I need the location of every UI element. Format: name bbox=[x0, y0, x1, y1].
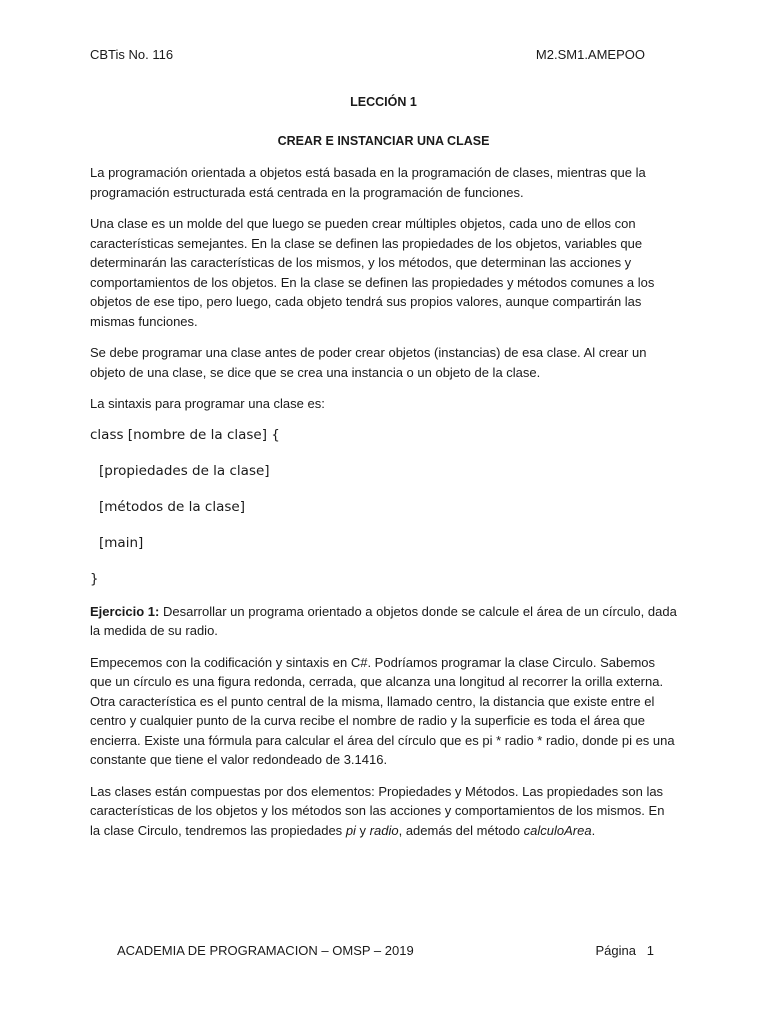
exercise-label: Ejercicio 1: bbox=[90, 603, 160, 619]
page-header bbox=[90, 47, 645, 62]
lesson-title: LECCIÓN 1 bbox=[350, 95, 417, 109]
paragraph-exercise bbox=[90, 602, 677, 641]
text-span: . bbox=[591, 822, 596, 838]
code-block bbox=[90, 426, 677, 588]
page-footer bbox=[117, 943, 654, 958]
text-span: , además del método bbox=[398, 822, 524, 838]
code-line: [main] bbox=[99, 534, 144, 551]
paragraph-instances: Se debe programar una clase antes de poder crear objetos (instancias) de esa clase. Al crear un objeto de una clase, se dice que se crea una instancia o un objeto de la clase. bbox=[90, 345, 647, 380]
italic-method: calculoArea bbox=[523, 822, 592, 838]
exercise-text: Desarrollar un programa orientado a objetos donde se calcule el área de un círculo, dada la medida de su radio. bbox=[90, 603, 677, 638]
header-code: M2.SM1.AMEPOO bbox=[535, 47, 645, 62]
paragraph-properties bbox=[90, 782, 677, 841]
code-line: [métodos de la clase] bbox=[99, 498, 245, 515]
code-line: } bbox=[90, 570, 99, 587]
code-line: class [nombre de la clase] { bbox=[90, 426, 280, 443]
code-line: [propiedades de la clase] bbox=[99, 462, 270, 479]
italic-radio: radio bbox=[369, 822, 399, 838]
header-school: CBTis No. 116 bbox=[90, 47, 174, 62]
paragraph-class-definition: Una clase es un molde del que luego se pueden crear múltiples objetos, cada uno de ellos con características semejantes. En la clase se definen las propiedades de los objetos, variables que determinarán las características de los mismos, y los métodos, que determinan las acciones y comportamientos de los objetos. En la clase se definen las propiedades y métodos comunes a los objetos de ese tipo, pero luego, cada objeto tendrá sus propios valores, aunque compartirán las mismas funciones. bbox=[90, 216, 655, 329]
paragraph-syntax-intro: La sintaxis para programar una clase es: bbox=[90, 396, 325, 411]
footer-page-number: Página 1 bbox=[595, 943, 654, 958]
footer-academy: ACADEMIA DE PROGRAMACION – OMSP – 2019 bbox=[117, 943, 414, 958]
paragraph-circle: Empecemos con la codificación y sintaxis en C#. Podríamos programar la clase Circulo. Sabemos que un círculo es una figura redonda, cerrada, que alcanza una longitud al recorrer la orilla externa. Otra característica es el punto central de la misma, llamado centro, la distancia que existe entre el centro y cualquier punto de la curva recibe el nombre de radio y la superficie es toda el área que encierra. Existe una fórmula para calcular el área del círculo que es pi * radio * radio, donde pi es una constante que tiene el valor redondeado de 3.1416. bbox=[90, 654, 675, 767]
document-body bbox=[90, 93, 677, 852]
text-span: Las clases están compuestas por dos elementos: Propiedades y Métodos. Las propiedades son las características de los objetos y los métodos son las acciones y comportamientos de los mismos. En la clase Circulo, tendremos las propiedades bbox=[90, 783, 665, 838]
italic-pi: pi bbox=[345, 822, 356, 838]
text-span: y bbox=[355, 822, 370, 838]
paragraph-intro: La programación orientada a objetos está basada en la programación de clases, mientras que la programación estructurada está centrada en la programación de funciones. bbox=[90, 165, 646, 200]
lesson-subtitle: CREAR E INSTANCIAR UNA CLASE bbox=[277, 133, 490, 148]
